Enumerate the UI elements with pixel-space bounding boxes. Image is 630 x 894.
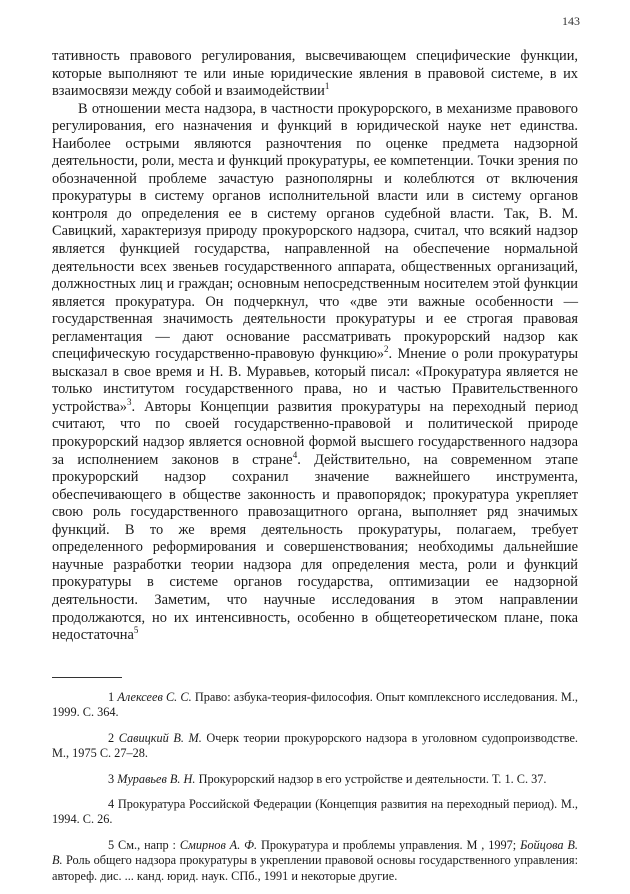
footnote-divider	[52, 677, 122, 678]
text-run: . Авторы Концепции развития прокуратуры на переходный период считают, что по своей государственно-правовой и политической природе прокурорский надзор является основной формой высшего государственного надзора за исполнением законов в стране	[52, 398, 578, 468]
text-run: Право: азбука-теория-философия. Опыт комплексного исследования. М., 1999. С. 364.	[52, 690, 578, 720]
text-run: Прокуратура и проблемы управления. М , 1997;	[257, 837, 521, 852]
footnote-reference: 4	[292, 449, 298, 460]
footnote-number: 3	[108, 771, 115, 786]
footnote-reference: 5	[133, 625, 139, 636]
footnote-reference: 2	[384, 344, 389, 355]
author-name: Муравьев В. Н.	[117, 771, 196, 786]
footnote-number: 2	[108, 730, 115, 745]
text-run: . Действительно, на современном этапе прокурорский надзор сохранил значение важнейшего инструмента, обеспечивающего в обществе законность и правопорядок; прокуратура укрепляет свою роль государственного правозащитного органа, выполняет ряд значимых функций. В то же время деятельность прокуратуры, полагаем, требует определенного реформирования и совершенствования; необходимы дальнейшие научные разработки теории надзора для определения места, роли и функций прокуратуры в системе органов государства, оптимизации ее надзорной деятельности. Заметим, что научные исследования в этом направлении продолжаются, но их интенсивность, особенно в общетеоретическом плане, пока недостаточна	[52, 451, 578, 644]
paragraph	[52, 101, 578, 645]
text-run: Роль общего надзора прокуратуры в укреплении правовой основы государственного управления: автореф. дис. ... канд. юрид. наук. СПб., 1991 и некоторые другие.	[52, 853, 578, 883]
footnote-number: 5	[108, 837, 115, 852]
footnote-number: 1	[108, 690, 115, 704]
footnote-reference: 1	[324, 81, 330, 92]
author-name: Савицкий В. М.	[118, 730, 202, 745]
page-number: 143	[562, 14, 580, 28]
text-run: Прокуратура Российской Федерации (Концепция развития на переходный период). М., 1994. С. 26.	[52, 797, 578, 827]
text-run: . Мнение о роли прокуратуры высказал в свое время и Н. В. Муравьев, который писал: «Прокуратура является не только институтом государственного права, но и частью Правительственного устройства»	[52, 346, 578, 415]
author-name: Смирнов А. Ф.	[179, 837, 258, 852]
footnote	[52, 838, 578, 884]
text-run: тативность правового регулирования, высвечивающем специфические функции, которые выполняют те или иные юридические явления в правовой системе, в их взаимосвязи между собой и взаимодействии	[52, 48, 578, 100]
author-name: Алексеев С. С.	[117, 690, 192, 704]
text-run: Очерк теории прокурорского надзора в уголовном судопроизводстве. М., 1975 С. 27–28.	[52, 730, 578, 761]
footnote	[52, 797, 578, 828]
main-text	[52, 48, 578, 645]
footnote	[52, 731, 578, 762]
text-run: В отношении места надзора, в частности прокурорского, в механизме правового регулирования, его назначения и функций в юридической науке нет единства. Наиболее острыми являются разночтения по оценке предмета надзорной деятельности, роли, места и функций прокуратуры, ее компетенции. Точки зрения по обозначенной проблеме зачастую разнополярны и колеблются от включения прокуратуры в систему органов исполнительной власти или в систему органов контроля до определения ее в систему органов судебной власти. Так, В. М. Савицкий, характеризуя природу прокурорского надзора, считал, что всякий надзор является функцией государства, направленной на обеспечение нормальной деятельности всех звеньев государственного аппарата, общественных организаций, должностных лиц и граждан; основным непосредственным носителем этой функции является прокуратура. Он подчеркнул, что «две эти важные особенности — государственная значимость деятельности прокуратуры и ее строгая правовая регламентация — дают основание рассматривать прокурорский надзор как специфическую государственно-правовую функцию»	[52, 100, 578, 363]
text-run: См., напр :	[118, 837, 180, 852]
footnote	[52, 772, 578, 787]
footnote	[52, 690, 578, 721]
text-run: Прокурорский надзор в его устройстве и деятельности. Т. 1. С. 37.	[195, 771, 547, 786]
paragraph	[52, 48, 578, 101]
footnotes	[52, 690, 578, 894]
author-name: Бойцова В. В.	[52, 837, 578, 868]
footnote-reference: 3	[127, 397, 132, 408]
footnote-number: 4	[108, 797, 115, 812]
